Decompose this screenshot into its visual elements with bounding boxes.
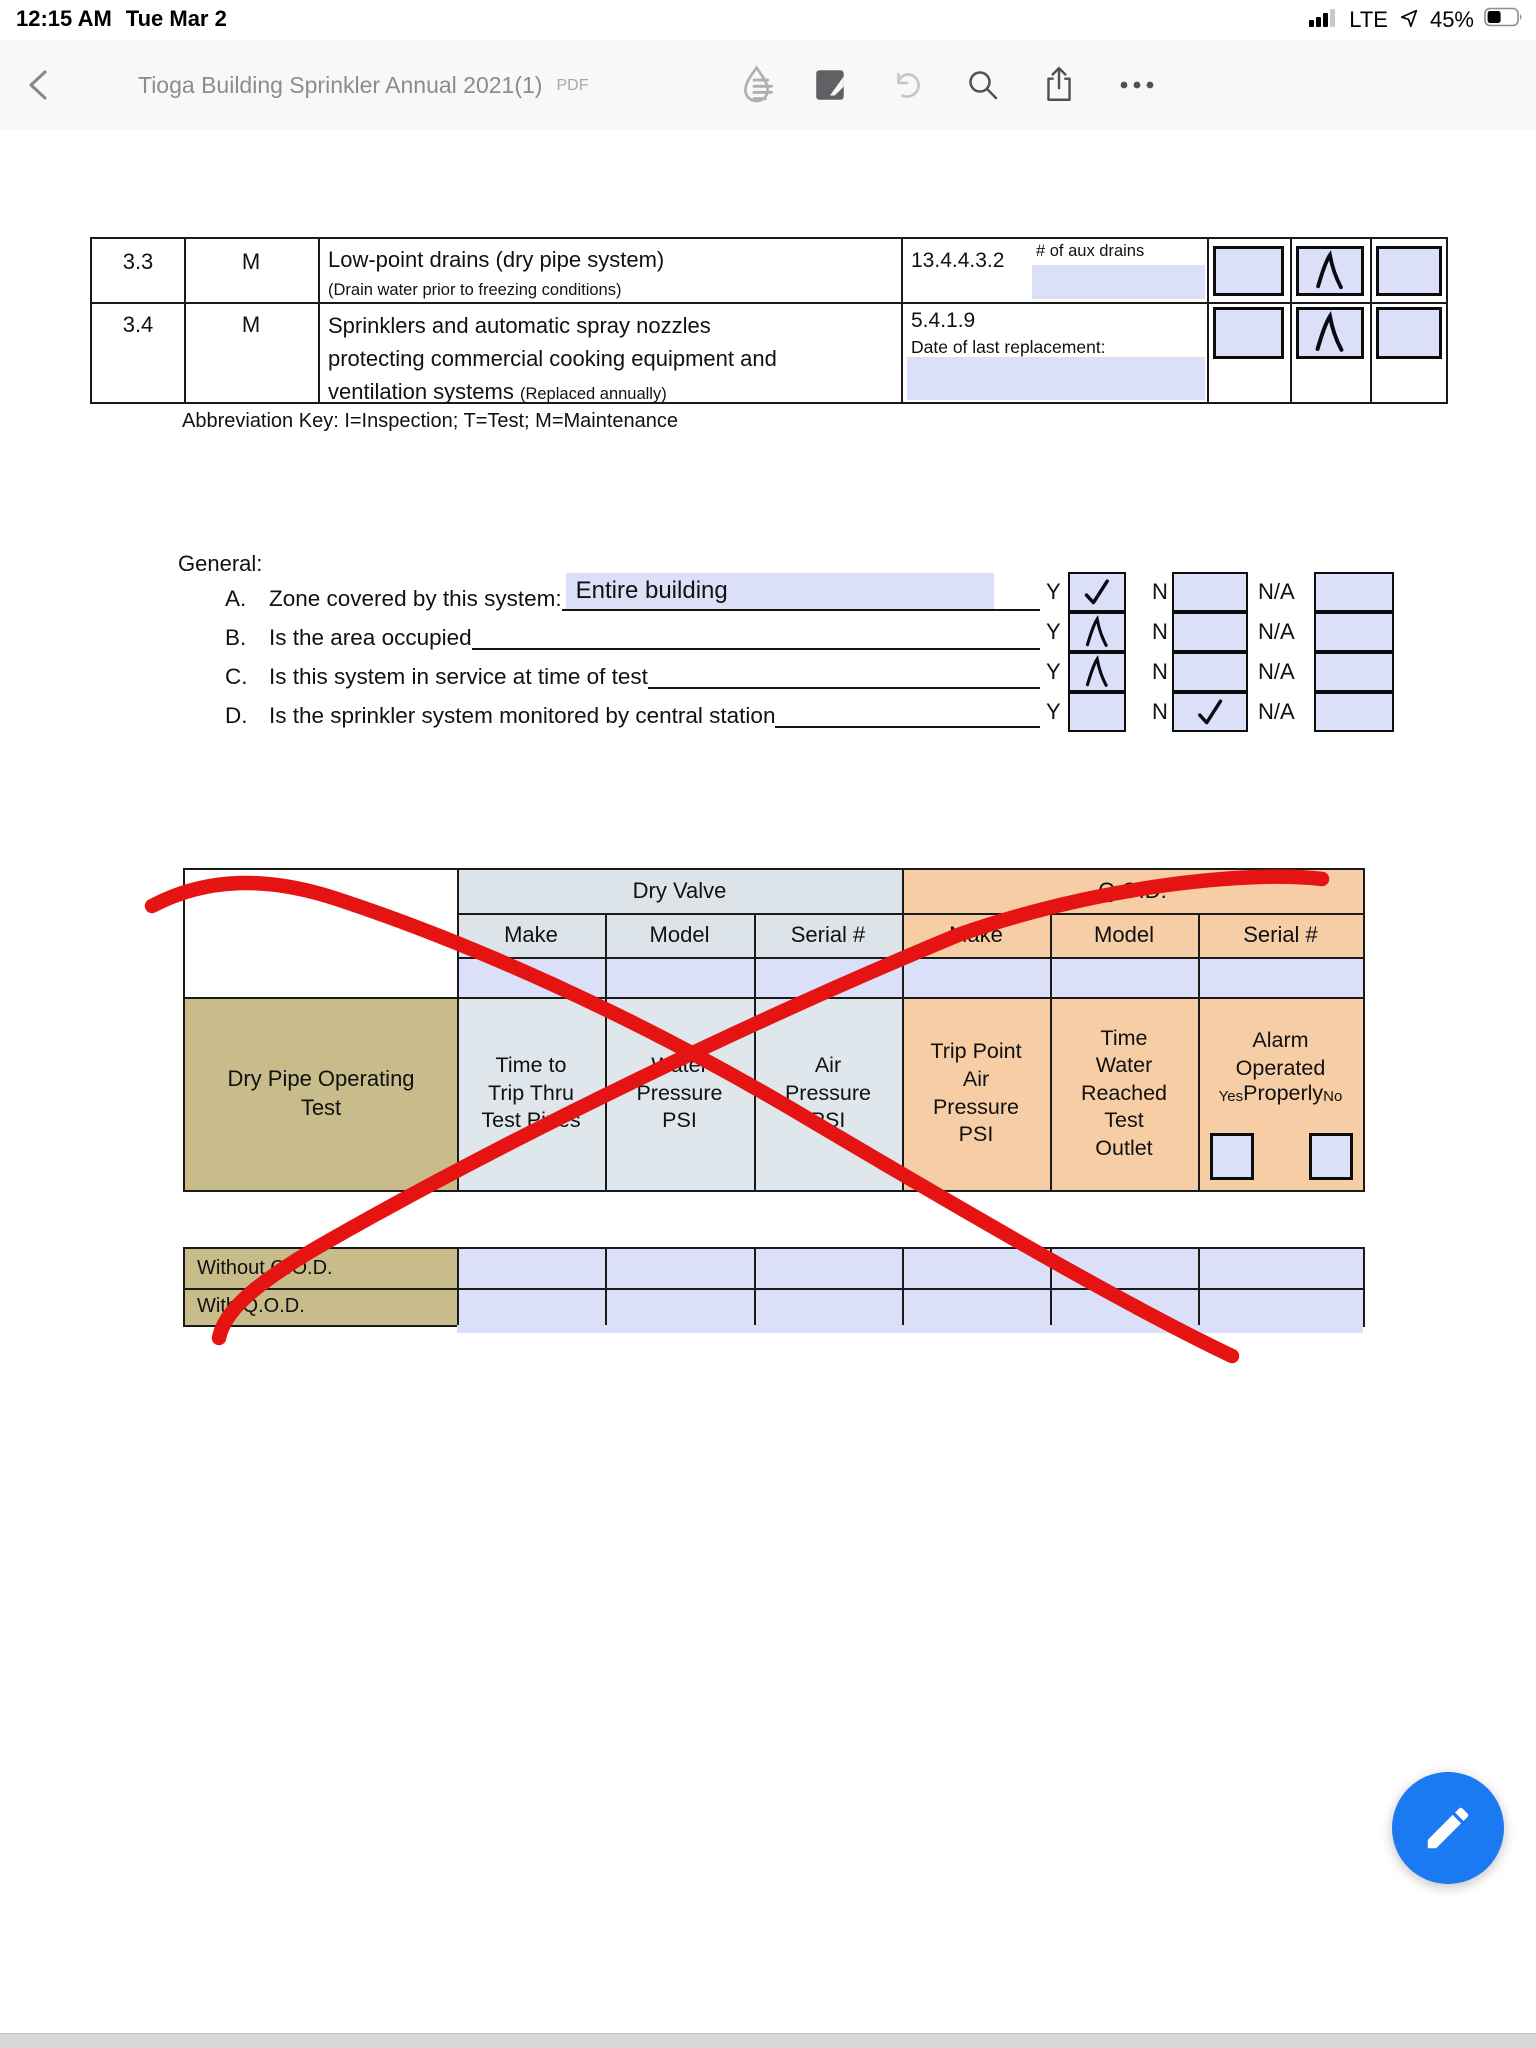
checkbox-m[interactable] — [1376, 246, 1442, 296]
dry-pipe-test-table — [183, 868, 1365, 1192]
network-type: LTE — [1349, 7, 1388, 32]
last-replacement-field[interactable] — [907, 357, 1205, 400]
n-label: N — [1152, 579, 1168, 604]
item-letter: C. — [225, 664, 248, 689]
location-arrow-icon — [1398, 7, 1420, 34]
alarm-line3: Properly — [1243, 1081, 1324, 1106]
undo-button[interactable] — [890, 40, 924, 130]
status-indicators — [1309, 4, 1526, 36]
date: Tue Mar 2 — [125, 6, 227, 31]
y-checkbox-checked[interactable] — [1068, 572, 1126, 612]
without-qod-label: Without Q.O.D. — [185, 1249, 457, 1288]
n-label: N — [1152, 659, 1168, 684]
answer-line[interactable] — [472, 612, 1040, 650]
document-type-badge: PDF — [556, 77, 589, 94]
y-label: Y — [1046, 619, 1061, 644]
general-row-d-boxes — [1040, 692, 1440, 732]
item-letter: D. — [225, 703, 248, 728]
aux-drains-field[interactable] — [1032, 265, 1205, 299]
alarm-line1: Alarm — [1252, 1028, 1309, 1052]
alarm-line2: Operated — [1235, 1055, 1326, 1080]
general-row-a-boxes — [1040, 572, 1440, 612]
with-qod-label: With Q.O.D. — [185, 1288, 457, 1325]
inspection-table — [90, 237, 1448, 404]
alarm-operated-col — [1198, 997, 1363, 1190]
alarm-yes-label: Yes — [1218, 1088, 1244, 1106]
search-icon[interactable] — [966, 40, 1000, 130]
item-number: 3.4 — [122, 312, 154, 337]
back-button[interactable] — [26, 40, 50, 130]
pdf-page — [0, 130, 1536, 2033]
y-label: Y — [1046, 579, 1061, 604]
water-pressure-col: Water Pressure PSI — [636, 1053, 723, 1133]
item-code: M — [241, 249, 261, 274]
field-overhang — [457, 1325, 1363, 1333]
document-title-text: Tioga Building Sprinkler Annual 2021(1) — [138, 71, 543, 98]
col-model: Model — [1094, 921, 1154, 947]
liquid-mode-button[interactable] — [739, 40, 779, 130]
general-row-b-boxes — [1040, 612, 1440, 652]
y-checkbox[interactable] — [1068, 692, 1126, 732]
na-checkbox[interactable] — [1314, 572, 1394, 612]
status-time-date — [16, 6, 241, 32]
item-text: Is the sprinkler system monitored by central station — [269, 703, 776, 728]
zone-answer-field[interactable]: Entire building — [566, 573, 994, 609]
na-label: N/A — [1258, 659, 1295, 684]
col-serial: Serial # — [1243, 921, 1318, 947]
y-label: Y — [1046, 659, 1061, 684]
checkbox-t-checked[interactable] — [1296, 246, 1364, 296]
col-make: Make — [949, 921, 1003, 947]
make-model-serial-fields[interactable] — [457, 957, 1363, 997]
home-indicator-strip — [0, 2033, 1536, 2048]
pencil-icon — [1421, 1801, 1475, 1855]
answer-line — [562, 573, 1040, 611]
na-checkbox[interactable] — [1314, 692, 1394, 732]
group-header-qod: Q.O.D. — [1098, 878, 1167, 904]
general-heading: General: — [178, 551, 263, 576]
n-checkbox[interactable] — [1172, 572, 1248, 612]
n-checkbox[interactable] — [1172, 612, 1248, 652]
annotate-fab[interactable] — [1392, 1772, 1504, 1884]
group-header-dry-valve: Dry Valve — [632, 878, 727, 904]
trip-point-col: Trip Point Air Pressure PSI — [930, 1039, 1022, 1147]
status-bar — [0, 0, 1536, 40]
item-subtitle: (Replaced annually) — [519, 385, 667, 403]
y-checkbox-checked[interactable] — [1068, 652, 1126, 692]
cellular-signal-icon — [1309, 8, 1339, 33]
alarm-no-checkbox[interactable] — [1309, 1133, 1353, 1180]
item-number: 3.3 — [122, 249, 154, 274]
checkbox-i[interactable] — [1213, 246, 1284, 296]
answer-line[interactable] — [775, 690, 1040, 728]
item-text: Is the area occupied — [269, 625, 472, 650]
item-letter: A. — [225, 586, 247, 611]
item-ref: 5.4.1.9 — [911, 309, 976, 332]
n-checkbox[interactable] — [1172, 652, 1248, 692]
battery-icon — [1484, 7, 1526, 33]
general-row-c-boxes — [1040, 652, 1440, 692]
document-title — [138, 40, 588, 130]
air-pressure-col: Air Pressure PSI — [784, 1053, 872, 1133]
battery-percent: 45% — [1429, 7, 1474, 32]
general-item-a — [225, 574, 1040, 614]
na-label: N/A — [1258, 699, 1295, 724]
alarm-no-label: No — [1323, 1088, 1343, 1106]
na-checkbox[interactable] — [1314, 612, 1394, 652]
n-checkbox-checked[interactable] — [1172, 692, 1248, 732]
n-label: N — [1152, 619, 1168, 644]
general-item-d — [225, 691, 1040, 731]
general-item-c — [225, 652, 1040, 692]
y-label: Y — [1046, 699, 1061, 724]
qod-results-table — [183, 1247, 1365, 1327]
col-make: Make — [504, 921, 558, 947]
item-text: Zone covered by this system: — [269, 586, 562, 611]
item-subtitle: (Drain water prior to freezing conditions) — [328, 281, 622, 299]
field-label: Date of last replacement: — [911, 337, 1106, 357]
na-label: N/A — [1258, 619, 1295, 644]
item-title: Sprinklers and automatic spray nozzles protecting commercial cooking equipment and ventilation systems — [328, 313, 777, 404]
alarm-yes-checkbox[interactable] — [1210, 1133, 1254, 1180]
na-checkbox[interactable] — [1314, 652, 1394, 692]
item-title: Low-point drains (dry pipe system) — [328, 247, 665, 272]
dry-pipe-test-label: Dry Pipe Operating Test — [227, 1066, 415, 1120]
item-code: M — [241, 312, 261, 337]
abbreviation-key: Abbreviation Key: I=Inspection; T=Test; M=Maintenance — [182, 410, 679, 432]
checkbox-m[interactable] — [1376, 307, 1442, 359]
item-letter: B. — [225, 625, 247, 650]
field-label: # of aux drains — [1036, 242, 1145, 260]
pdf-toolbar — [0, 40, 1536, 131]
page-view-button[interactable] — [814, 40, 848, 130]
checkbox-t-checked[interactable] — [1296, 307, 1364, 359]
item-text: Is this system in service at time of test — [269, 664, 648, 689]
more-menu-button[interactable] — [1118, 40, 1156, 130]
answer-line[interactable] — [648, 651, 1040, 689]
time-to-trip-col: Time to Trip Thru Test Pipes — [481, 1053, 581, 1133]
y-checkbox-checked[interactable] — [1068, 612, 1126, 652]
item-ref: 13.4.4.3.2 — [911, 249, 1005, 272]
n-label: N — [1152, 699, 1168, 724]
na-label: N/A — [1258, 579, 1295, 604]
clock: 12:15 AM — [16, 6, 112, 31]
col-serial: Serial # — [790, 921, 866, 947]
share-button[interactable] — [1042, 40, 1076, 130]
checkbox-i[interactable] — [1213, 307, 1284, 359]
col-model: Model — [649, 921, 710, 947]
time-water-col: Time Water Reached Test Outlet — [1080, 1025, 1168, 1160]
general-item-b — [225, 613, 1040, 653]
